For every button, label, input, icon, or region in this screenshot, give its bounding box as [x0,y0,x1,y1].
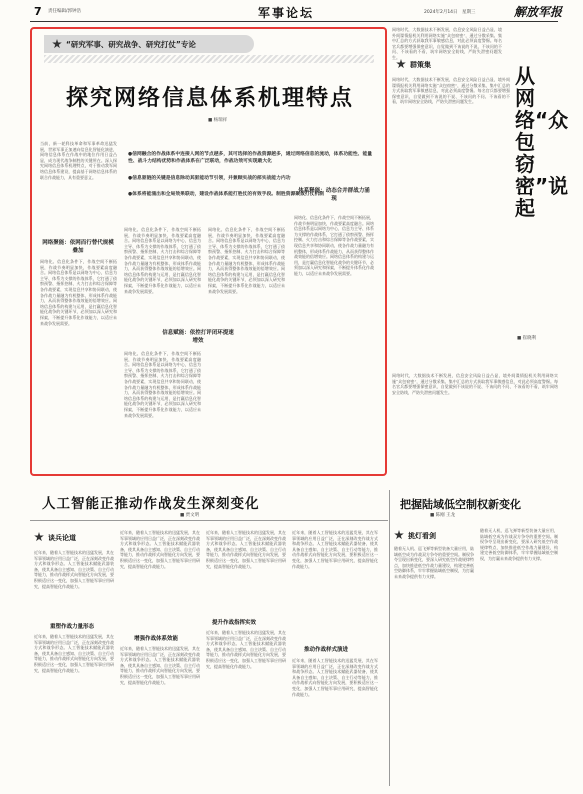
editor-line: 责任编辑/郭钟浩 [48,9,82,14]
page-header [0,0,583,22]
star-icon [396,59,406,69]
right-body-1: 网络时代，大数据技术不断发展，信息安全风险日益凸显，境外间谍情报机关利用网络实施“众包窃密”，通过分散采集、集中汇总的方式获取我军事敏感信息，对此必须高度警惕。每名官兵都要增强保密意识，自觉做到不该说的不说、不该问的不问、不该看的不看，筑牢网络安全防线，严防失泄密问题发生。 [392,77,510,105]
right-tag-label: 群策集 [410,61,431,69]
col1-body: 网络化、信息化条件下，作战空间不断拓展，作战节奏明显加快，作战要素高度融合。网络信息体系是以网络为中心，信息为主导、体系为支撑的作战体系，它打通了侦察预警、指挥控制、火力打击和综合保障等各作战要素，实现信息共享和协同联动，使各作战力量融为有机整体，形成体系作战能力，从而获得整体作战效能的倍增效应。网络信息体系的构建与运用，是打赢信息化智能化战争的关键环节，必须加以深入研究和探索，不断提升体系化作战能力，以适应未来战争发展需要。 [40,259,117,326]
banner-stripes [44,55,374,63]
subhead-network: 网络聚能：依网而行替代规模叠加 [42,240,114,254]
bottom-banner-title: 人工智能正推动作战发生深刻变化 [42,496,260,512]
highlight-2: ●信息驱链的关键是信息除动其驱能动节引领，并兼顾实战的部实战能力内功 [128,176,291,181]
right-body-2: 网络时代，大数据技术不断发展，信息安全风险日益凸显，境外间谍情报机关利用网络实施“众包窃密”，通过分散采集、集中汇总的方式获取我军事敏感信息，对此必须高度警惕。每名官兵都要增强保密意识，自觉做到不该说的不说、不该问的不问、不该看的不看，筑牢网络安全防线，严防失泄密问题发生。 [392,373,558,395]
bottom-right-tag [394,528,464,542]
feature-byline: ■ 杨瑞祥 [208,118,228,123]
lead-paragraph: 当前，新一轮科技革命和军事革命迅猛发展，世界军事正加速向信息化智能化演进，网络信息体系在作战中的地位作用日益凸显，成为现代战争制胜的关键所在。深入探究网络信息体系机理特点，对于推动我军网络信息体系建设，提高基于网络信息体系的联合作战能力，具有重要意义。 [40,141,117,180]
bl-subhead-3: 提升作战指挥实效 [212,620,257,626]
feature-article [30,27,387,476]
col4-body: 网络化、信息化条件下，作战空间不断拓展，作战节奏明显加快，作战要素高度融合。网络信息体系是以网络为中心，信息为主导、体系为支撑的作战体系，它打通了侦察预警、指挥控制、火力打击和综合保障等各作战要素，实现信息共享和协同联动，使各作战力量融为有机整体，形成体系作战能力，从而获得整体作战效能的倍增效应。网络信息体系的构建与运用，是打赢信息化智能化战争的关键环节，必须加以深入研究和探索，不断提升体系化作战能力，以适应未来战争发展需要。 [294,215,374,276]
col2-body-bottom: 网络化、信息化条件下，作战空间不断拓展，作战节奏明显加快，作战要素高度融合。网络信息体系是以网络为中心，信息为主导、体系为支撑的作战体系，它打通了侦察预警、指挥控制、火力打击和综合保障等各作战要素，实现信息共享和协同联动，使各作战力量融为有机整体，形成体系作战能力，从而获得整体作战效能的倍增效应。网络信息体系的构建与运用，是打赢信息化智能化战争的关键环节，必须加以深入研究和探索，不断提升体系化作战能力，以适应未来战争发展需要。 [124,351,201,418]
bl-subhead-1: 重塑作战力量形态 [50,624,95,630]
header-rule [30,21,558,22]
bottom-banner-rule [30,520,388,521]
highlights-box [128,151,374,215]
br-col1: 随着无人机、巡飞弹等新型装备大量应用，陆域低空成为作战双方争夺的重要空间。制权争夺呈现出新变化，要深入研究低空作战规律特点，加快推进低空作战力量建设，构建完善低空防御体系，牢牢掌握陆域低空制权，为打赢未来战争提供有力支撑。 [394,546,474,579]
right-tag [396,57,456,71]
star-icon [34,532,44,542]
feature-title: 探究网络信息体系机理特点 [65,86,354,111]
bottom-right-tag-label: 挑灯看剑 [408,532,436,540]
bl-col2b: 近年来，随着人工智能技术的迅猛发展，其在军事领域的应用日益广泛，正在深刻改变作战方式和战争形态。人工智能技术赋能武器装备，使其具备自主感知、自主决策、自主行动等能力，推动作战样式向智能化方向发展，要积极适应这一变化，加强人工智能军事应用研究，提高智能化作战能力。 [120,646,200,685]
vertical-divider [389,490,390,786]
col3-body: 网络化、信息化条件下，作战空间不断拓展，作战节奏明显加快，作战要素高度融合。网络信息体系是以网络为中心，信息为主导、体系为支撑的作战体系，它打通了侦察预警、指挥控制、火力打击和综合保障等各作战要素，实现信息共享和协同联动，使各作战力量融为有机整体，形成体系作战能力，从而获得整体作战效能的倍增效应。网络信息体系的构建与运用，是打赢信息化智能化战争的关键环节，必须加以深入研究和探索，不断提升体系化作战能力，以适应未来战争发展需要。 [208,227,285,294]
highlight-1: ●信网融合的作战体系中连接人网的节点越多，其可选择的作战资源越多，通过网络信息的流动，体系功能性、能量性、战斗力结构优势和作战体系在广泛联动，作战功效可实现最大化 [128,152,373,164]
masthead-logo: 解放军报 [514,5,563,19]
bl-col3: 近年来，随着人工智能技术的迅猛发展，其在军事领域的应用日益广泛，正在深刻改变作战方式和战争形态。人工智能技术赋能武器装备，使其具备自主感知、自主决策、自主行动等能力，推动作战样式向智能化方向发展，要积极适应这一变化，加强人工智能军事应用研究，提高智能化作战能力。 [206,530,286,569]
date-line: 2024年2月14日 星期三 [424,10,476,15]
bl-col1: 近年来，随着人工智能技术的迅猛发展，其在军事领域的应用日益广泛，正在深刻改变作战方式和战争形态。人工智能技术赋能武器装备，使其具备自主感知、自主决策、自主行动等能力，推动作战样式向智能化方向发展，要积极适应这一变化，加强人工智能军事应用研究，提高智能化作战能力。 [34,550,114,589]
star-icon [394,530,404,540]
br-col2: 随着无人机、巡飞弹等新型装备大量应用，陆域低空成为作战双方争夺的重要空间。制权争夺呈现出新变化，要深入研究低空作战规律特点，加快推进低空作战力量建设，构建完善低空防御体系，牢牢掌握陆域低空制权，为打赢未来战争提供有力支撑。 [480,528,558,561]
right-byline: ■ 崔晓利 [517,336,537,341]
bl-col1b: 近年来，随着人工智能技术的迅猛发展，其在军事领域的应用日益广泛，正在深刻改变作战方式和战争形态。人工智能技术赋能武器装备，使其具备自主感知、自主决策、自主行动等能力，推动作战样式向智能化方向发展，要积极适应这一变化，加强人工智能军事应用研究，提高智能化作战能力。 [34,634,114,673]
bottom-left-tag-label: 谈兵论道 [48,534,76,542]
bl-col4b: 近年来，随着人工智能技术的迅猛发展，其在军事领域的应用日益广泛，正在深刻改变作战方式和战争形态。人工智能技术赋能武器装备，使其具备自主感知、自主决策、自主行动等能力，推动作战样式向智能化方向发展，要积极适应这一变化，加强人工智能军事应用研究，提高智能化作战能力。 [292,658,378,697]
bl-subhead-4: 推动作战样式演进 [304,647,349,653]
bottom-right-title: 把握陆域低空制权新变化 [400,498,521,511]
subhead-system: 体系释能：动态合并群战力涌现 [298,188,370,202]
right-title: 从网络“众包窃密”说起 [515,64,569,220]
col2-body-top: 网络化、信息化条件下，作战空间不断拓展，作战节奏明显加快，作战要素高度融合。网络信息体系是以网络为中心，信息为主导、体系为支撑的作战体系，它打通了侦察预警、指挥控制、火力打击和综合保障等各作战要素，实现信息共享和协同联动，使各作战力量融为有机整体，形成体系作战能力，从而获得整体作战效能的倍增效应。网络信息体系的构建与运用，是打赢信息化智能化战争的关键环节，必须加以深入研究和探索，不断提升体系化作战能力，以适应未来战争发展需要。 [124,227,201,294]
series-banner [44,35,254,53]
bl-col2: 近年来，随着人工智能技术的迅猛发展，其在军事领域的应用日益广泛，正在深刻改变作战方式和战争形态。人工智能技术赋能武器装备，使其具备自主感知、自主决策、自主行动等能力，推动作战样式向智能化方向发展，要积极适应这一变化，加强人工智能军事应用研究，提高智能化作战能力。 [120,530,200,569]
bottom-left-tag [34,530,94,544]
right-intro: 网络时代，大数据技术不断发展，信息安全风险日益凸显，境外间谍情报机关利用网络实施“众包窃密”，通过分散采集、集中汇总的方式获取我军事敏感信息，对此必须高度警惕。每名官兵都要增强保密意识，自觉做到不该说的不说、不该问的不问、不该看的不看，筑牢网络安全防线，严防失泄密问题发生。 [392,27,502,60]
bl-col3b: 近年来，随着人工智能技术的迅猛发展，其在军事领域的应用日益广泛，正在深刻改变作战方式和战争形态。人工智能技术赋能武器装备，使其具备自主感知、自主决策、自主行动等能力，推动作战样式向智能化方向发展，要积极适应这一变化，加强人工智能军事应用研究，提高智能化作战能力。 [206,630,286,669]
series-label: “研究军事、研究战争、研究打仗”专论 [66,40,196,49]
subhead-info: 信息赋能：依控打评闭环提速增效 [162,330,234,344]
star-icon [52,39,62,49]
bl-col4: 近年来，随着人工智能技术的迅猛发展，其在军事领域的应用日益广泛，正在深刻改变作战方式和战争形态。人工智能技术赋能武器装备，使其具备自主感知、自主决策、自主行动等能力，推动作战样式向智能化方向发展，要积极适应这一变化，加强人工智能军事应用研究，提高智能化作战能力。 [292,530,378,569]
bottom-right-byline: ■ 陈刚 王龙 [430,513,456,518]
highlight-3: ●体系将能涌出和全局效果联动，建设作战体系能打胜仗的有效手段。制胜资源聚敛打仗机制 [128,192,325,197]
section-title: 军事论坛 [258,6,315,20]
right-column [392,27,569,476]
bl-subhead-2: 增强作战体系效能 [134,636,179,642]
page-number: 7 [34,5,42,18]
bottom-banner-byline: ■ 贾文明 [180,513,200,518]
